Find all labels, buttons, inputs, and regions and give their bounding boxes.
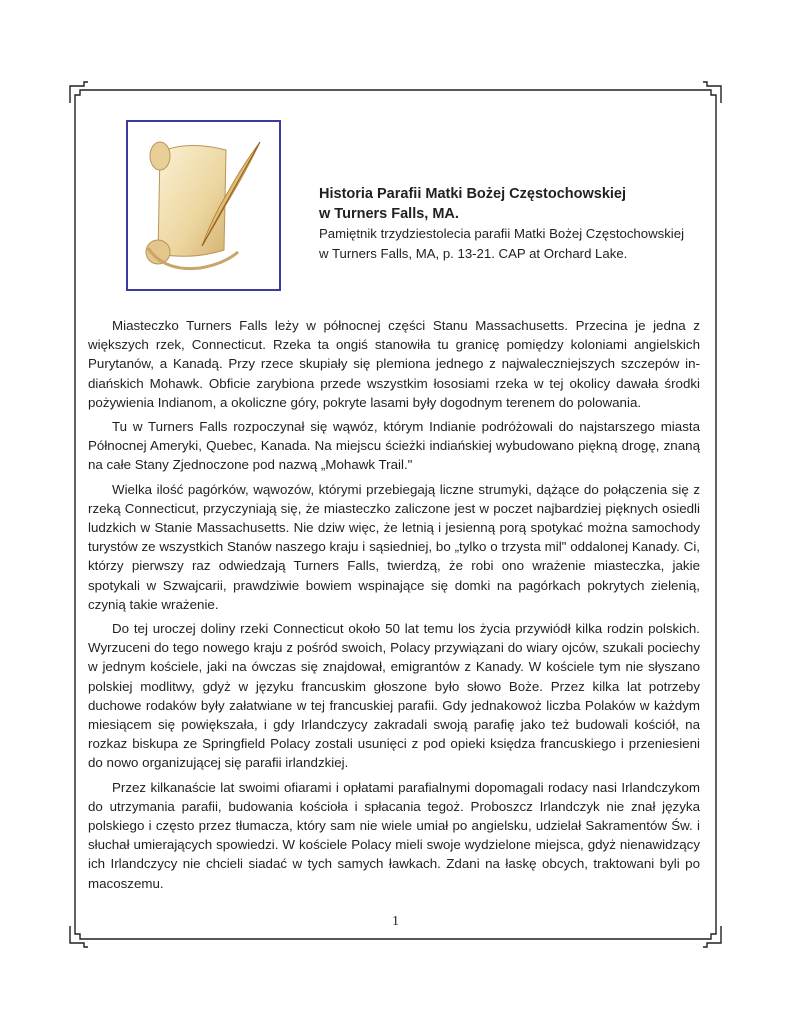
article-body: [88, 316, 700, 898]
paragraph-4: Do tej uroczej doliny rzeki Connecticut około 50 lat temu los życia przywiódł kilka rodzin polskich. Wyrzuceni do tego nowego kraju z pośród swoich, Polacy przywiązani do wiary ojców, szukali pociechy w jednym kościele, jaki na ówczas się znajdował, emigrantów z Kanady. W kościele tym nie słyszano polskiej modlitwy, gdyż w języku francuskim głoszone było słowo Boże. Przez kilka lat potrzeby duchowe rodaków były załatwiane w tej francuskiej parafii. Gdy jednakowoż liczba Polaków w każdym miesiącem się powiększała, i gdy Irlandczycy zakradali swoją parafię jako też budowali kościół, na rozkaz biskupa ze Springfield Polacy zostali usunięci z pod opieki księdza francuskiego i przeniesieni do nowo organizującej się parafii irlandzkiej.: [88, 621, 700, 771]
document-header: [319, 184, 719, 264]
source-citation: [319, 224, 719, 264]
paragraph-2: Tu w Turners Falls rozpoczynał się wąwóz, którym Indianie podróżowali do najstarszego miasta Północnej Ameryki, Quebec, Kanada. Na miejscu ścieżki indiańskiej wybudowano piękną drogę, znaną na całe Stany Zjednoczone pod nazwą „Mohawk Trail.": [88, 419, 700, 473]
paragraph-1: Miasteczko Turners Falls leży w północnej części Stanu Massachusetts. Przecina je jedna z większych rzek, Connecticut. Rzeka ta ongiś stanowiła tu granicę pomiędzy koloniami angielskich Purytanów, a Kanadą. Przy rzece skupiały się plemiona jednego z najwaleczniejszych szczepów indiańskich Mohawk. Obficie zarybiona przede wszystkim łososiami rzeka w tej okolicy dawała środki pożywienia Indianom, a okoliczne góry, pokryte lasami były dogodnym terenem do polowania.: [88, 318, 700, 410]
citation-line-2: w Turners Falls, MA, p. 13-21. CAP at Orchard Lake.: [319, 246, 628, 261]
paragraph-3: Wielka ilość pagórków, wąwozów, którymi przebiegają liczne strumyki, dążące do połączenia się z rzeką Connecticut, przyczyniają się, że miasteczko zaliczone jest w poczet najbardziej pięknych osiedli ludzkich w Stanie Massachusetts. Nie dziw więc, że letnią i jesienną porą spotykać można samochody turystów ze wszystkich Stanów naszego kraju i sąsiedniej, bo „tylko o trzysta mil" oddalonej Kanady. Ci, którzy pierwszy raz odwiedzają Turners Falls, twierdzą, że robi ono wrażenie miasteczka, jakie spotykali w Szwajcarii, prawdziwie bowiem wspinające się domki na pagórkach pokrytych zielenią, czynią takie wrażenie.: [88, 481, 700, 612]
scroll-and-quill-icon: [128, 122, 279, 289]
citation-line-1: Pamiętnik trzydziestolecia parafii Matki Bożej Częstochowskiej: [319, 226, 684, 241]
paragraph-5: Przez kilkanaście lat swoimi ofiarami i opłatami parafialnymi dopomagali rodacy nasi Irlandczykom do utrzymania parafii, budowania kościoła i spłacania tegoż. Proboszcz Irlandczyk nie znał języka polskiego i często przez tłumacza, który sam nie wiele umiał po angielsku, udzielał Sakramentów Św. i słuchał umierających spowiedzi. W kościele Polacy mieli swoje wydzielone miejsca, gdyż nienawidzący ich Irlandczycy nie chcieli siadać w tych samych ławkach. Zdani na łaskę obcych, traktowani byli po macoszemu.: [88, 779, 700, 891]
page-number: 1: [392, 914, 399, 929]
title-line-2: w Turners Falls, MA.: [319, 206, 459, 222]
scroll-illustration: [126, 120, 281, 291]
title-line-1: Historia Parafii Matki Bożej Częstochowskiej: [319, 186, 627, 202]
document-title: [319, 184, 719, 224]
